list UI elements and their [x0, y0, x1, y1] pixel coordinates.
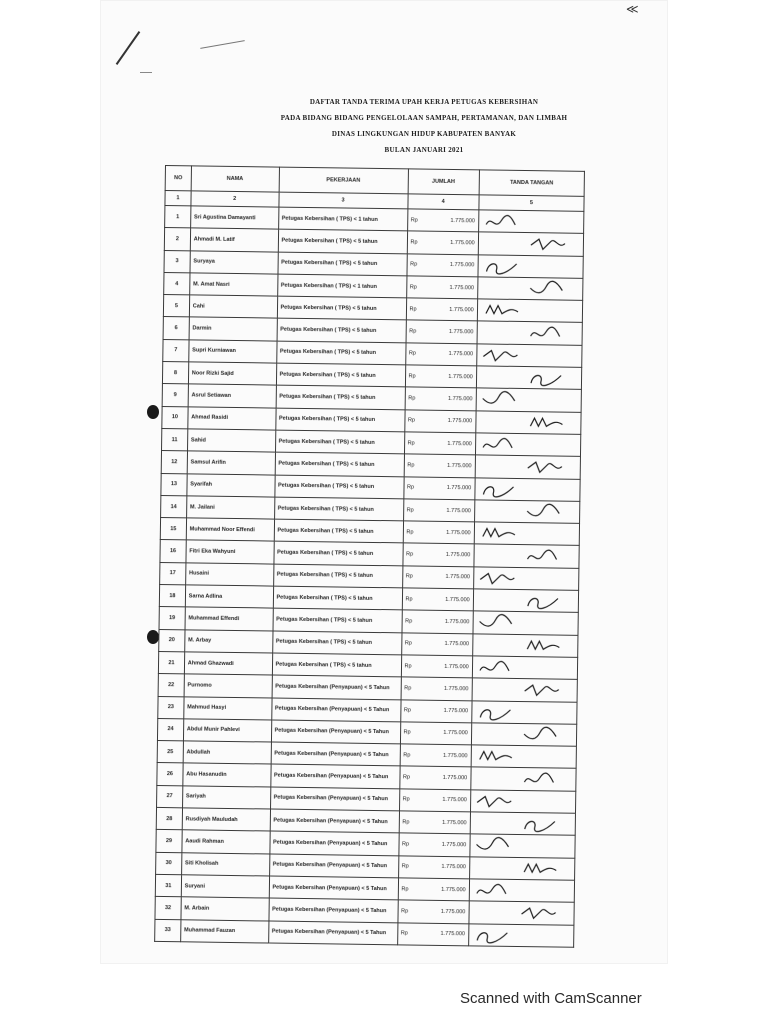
- col-number: 5: [479, 195, 584, 211]
- row-jumlah-cell: [406, 298, 478, 321]
- row-jumlah: 1.775.000: [447, 395, 473, 403]
- row-jumlah-cell: [407, 209, 479, 232]
- signature-scribble: [477, 322, 572, 344]
- title-line-2: PADA BIDANG BIDANG PENGELOLAAN SAMPAH, PERTAMANAN, DAN LIMBAH: [280, 114, 568, 122]
- row-pekerjaan: Petugas Kebersihan ( TPS) < 5 tahun: [278, 252, 407, 276]
- signature-scribble: [476, 433, 571, 455]
- row-pekerjaan: Petugas Kebersihan (Penyapuan) < 5 Tahun: [270, 787, 399, 811]
- currency-label: Rp: [402, 796, 410, 803]
- currency-label: Rp: [403, 729, 411, 736]
- row-no: 13: [161, 473, 187, 496]
- signature-scribble: [473, 656, 568, 678]
- row-pekerjaan: Petugas Kebersihan ( TPS) < 5 tahun: [272, 653, 401, 677]
- currency-label: Rp: [410, 239, 418, 246]
- row-pekerjaan: Petugas Kebersihan (Penyapuan) < 5 Tahun: [268, 898, 397, 922]
- row-jumlah: 1.775.000: [446, 485, 472, 492]
- row-jumlah: 1.775.000: [445, 596, 470, 603]
- col-header-nama: NAMA: [191, 166, 279, 192]
- currency-label: Rp: [401, 885, 409, 893]
- currency-label: Rp: [409, 328, 417, 335]
- row-jumlah-cell: [398, 833, 470, 856]
- row-nama: Darmin: [189, 317, 277, 341]
- row-pekerjaan: Petugas Kebersihan (Penyapuan) < 5 Tahun: [269, 854, 398, 878]
- col-header-tanda-tangan: TANDA TANGAN: [479, 170, 585, 196]
- signature-scribble: [475, 478, 570, 500]
- row-pekerjaan: Petugas Kebersihan ( TPS) < 5 tahun: [277, 319, 406, 343]
- row-jumlah-cell: [404, 432, 476, 455]
- row-nama: Fitri Eka Wahyuni: [186, 540, 274, 564]
- row-jumlah: 1.775.000: [448, 329, 474, 336]
- punch-hole: [147, 405, 159, 419]
- wage-table: [154, 165, 585, 948]
- row-nama: Suryani: [181, 875, 269, 899]
- signature-scribble: [471, 768, 566, 790]
- row-nama: Abdullah: [183, 741, 271, 765]
- currency-label: Rp: [405, 573, 413, 580]
- row-nama: M. Arbay: [185, 629, 273, 653]
- signature-scribble: [479, 210, 574, 232]
- row-jumlah-cell: [405, 387, 477, 410]
- signature-scribble: [472, 701, 567, 723]
- row-no: 5: [163, 295, 189, 318]
- punch-hole: [147, 630, 159, 644]
- row-nama: Samsul Arifin: [187, 451, 275, 475]
- row-signature-cell: [469, 879, 575, 903]
- row-no: 6: [163, 317, 189, 340]
- row-signature-cell: [471, 723, 577, 747]
- currency-label: Rp: [405, 596, 413, 603]
- row-jumlah-cell: [403, 499, 475, 522]
- currency-label: Rp: [409, 306, 417, 313]
- scanned-page: [100, 0, 668, 964]
- currency-label: Rp: [408, 373, 416, 380]
- row-jumlah: 1.775.000: [443, 730, 468, 737]
- row-signature-cell: [470, 834, 576, 858]
- row-jumlah-cell: [406, 253, 478, 276]
- row-jumlah: 1.775.000: [445, 552, 471, 559]
- signature-scribble: [472, 679, 567, 701]
- row-signature-cell: [472, 678, 578, 702]
- row-signature-cell: [476, 411, 582, 435]
- col-number: 1: [165, 191, 191, 206]
- title-line-3: DINAS LINGKUNGAN HIDUP KABUPATEN BANYAK: [331, 130, 517, 138]
- row-pekerjaan: Petugas Kebersihan (Penyapuan) < 5 Tahun: [271, 742, 400, 766]
- currency-label: Rp: [403, 752, 411, 759]
- row-no: 30: [156, 852, 182, 875]
- row-signature-cell: [474, 500, 580, 524]
- row-signature-cell: [476, 388, 582, 412]
- row-nama: Ahmad Rasidi: [188, 407, 276, 431]
- row-pekerjaan: Petugas Kebersihan ( TPS) < 5 tahun: [274, 497, 403, 521]
- row-jumlah: 1.775.000: [450, 217, 476, 224]
- row-no: 33: [155, 919, 181, 942]
- currency-label: Rp: [400, 930, 408, 937]
- row-nama: Sarna Adlina: [185, 585, 273, 609]
- currency-label: Rp: [408, 395, 416, 402]
- currency-label: Rp: [409, 283, 417, 291]
- row-no: 27: [157, 785, 183, 808]
- row-jumlah: 1.775.000: [450, 239, 475, 247]
- signature-scribble: [471, 745, 566, 767]
- row-nama: Muhammad Effendi: [185, 607, 273, 631]
- currency-label: Rp: [403, 707, 411, 714]
- row-no: 8: [162, 362, 188, 385]
- row-no: 4: [164, 272, 190, 295]
- row-signature-cell: [473, 611, 579, 635]
- row-jumlah: 1.775.000: [449, 262, 475, 269]
- col-header-pekerjaan: PEKERJAAN: [279, 167, 408, 194]
- row-signature-cell: [469, 901, 575, 925]
- row-signature-cell: [473, 589, 579, 613]
- signature-scribble: [469, 924, 564, 946]
- row-jumlah: 1.775.000: [446, 529, 471, 537]
- row-no: 20: [159, 629, 185, 652]
- row-no: 1: [165, 206, 191, 229]
- row-nama: Supri Kurniawan: [189, 340, 277, 364]
- row-signature-cell: [475, 433, 581, 457]
- signature-scribble: [470, 812, 565, 834]
- row-pekerjaan: Petugas Kebersihan ( TPS) < 5 tahun: [274, 519, 403, 543]
- row-jumlah: 1.775.000: [447, 440, 472, 447]
- row-no: 23: [158, 696, 184, 719]
- row-nama: Sri Agustina Damayanti: [190, 206, 278, 230]
- signature-scribble: [475, 500, 570, 522]
- row-pekerjaan: Petugas Kebersihan (Penyapuan) < 5 Tahun: [269, 831, 398, 855]
- row-jumlah-cell: [401, 655, 473, 678]
- row-jumlah: 1.775.000: [441, 841, 467, 849]
- row-jumlah: 1.775.000: [444, 618, 470, 626]
- row-jumlah-cell: [399, 811, 471, 834]
- scan-line-mark: [200, 40, 244, 49]
- row-pekerjaan: Petugas Kebersihan (Penyapuan) < 5 Tahun: [271, 720, 400, 744]
- currency-label: Rp: [401, 908, 409, 915]
- row-nama: Muhammad Noor Effendi: [186, 518, 274, 542]
- signature-scribble: [469, 879, 564, 901]
- row-no: 22: [158, 674, 184, 697]
- row-nama: Husaini: [185, 563, 273, 587]
- row-nama: Mahmud Hasyi: [184, 696, 272, 720]
- row-pekerjaan: Petugas Kebersihan (Penyapuan) < 5 Tahun: [271, 698, 400, 722]
- row-nama: Aaudi Rahman: [182, 830, 270, 854]
- row-no: 18: [159, 585, 185, 608]
- row-pekerjaan: Petugas Kebersihan (Penyapuan) < 5 Tahun: [269, 876, 398, 900]
- signature-scribble: [477, 344, 572, 366]
- row-no: 3: [164, 250, 190, 273]
- row-jumlah-cell: [406, 276, 478, 299]
- row-nama: Suryaya: [190, 250, 278, 274]
- row-jumlah: 1.775.000: [442, 752, 468, 760]
- row-jumlah-cell: [403, 476, 475, 499]
- currency-label: Rp: [402, 841, 410, 848]
- row-nama: Sahid: [187, 429, 275, 453]
- row-signature-cell: [478, 254, 584, 278]
- currency-label: Rp: [402, 819, 410, 826]
- row-signature-cell: [472, 633, 578, 657]
- signature-scribble: [474, 567, 569, 589]
- row-jumlah: 1.775.000: [443, 685, 469, 693]
- currency-label: Rp: [401, 863, 409, 870]
- row-jumlah-cell: [398, 855, 470, 878]
- currency-label: Rp: [406, 529, 414, 536]
- row-jumlah-cell: [404, 410, 476, 433]
- row-jumlah: 1.775.000: [440, 931, 466, 938]
- row-nama: M. Amat Nasri: [189, 273, 277, 297]
- row-jumlah: 1.775.000: [448, 351, 474, 358]
- row-jumlah: 1.775.000: [449, 284, 475, 291]
- row-nama: Ahmadi M. Latif: [190, 228, 278, 252]
- row-no: 11: [162, 428, 188, 451]
- row-no: 21: [158, 651, 184, 674]
- row-pekerjaan: Petugas Kebersihan ( TPS) < 5 tahun: [272, 631, 401, 655]
- scan-line-mark: [116, 31, 141, 65]
- signature-scribble: [471, 790, 566, 812]
- row-nama: Muhammad Fauzan: [180, 919, 268, 943]
- row-nama: Noor Rizki Sajid: [188, 362, 276, 386]
- row-jumlah: 1.775.000: [445, 574, 471, 581]
- row-nama: Abu Hasanudin: [183, 763, 271, 787]
- currency-label: Rp: [410, 261, 418, 268]
- currency-label: Rp: [405, 618, 413, 625]
- row-no: 9: [162, 384, 188, 407]
- currency-label: Rp: [407, 417, 416, 424]
- row-nama: Purnomo: [184, 674, 272, 698]
- row-signature-cell: [471, 700, 577, 724]
- table-body: [155, 206, 584, 948]
- currency-label: Rp: [406, 506, 414, 514]
- row-signature-cell: [468, 923, 574, 947]
- row-jumlah: 1.775.000: [447, 462, 472, 470]
- row-signature-cell: [477, 277, 583, 301]
- row-jumlah-cell: [399, 766, 471, 789]
- row-jumlah-cell: [399, 789, 471, 812]
- row-jumlah: 1.775.000: [442, 775, 468, 782]
- row-no: 28: [156, 807, 182, 830]
- row-no: 12: [161, 451, 187, 474]
- currency-label: Rp: [404, 685, 412, 692]
- row-pekerjaan: Petugas Kebersihan ( TPS) < 5 tahun: [276, 385, 405, 409]
- row-signature-cell: [478, 232, 584, 256]
- row-jumlah-cell: [406, 320, 478, 343]
- row-jumlah-cell: [407, 231, 479, 254]
- row-pekerjaan: Petugas Kebersihan (Penyapuan) < 5 Tahun: [268, 921, 397, 945]
- row-nama: M. Jailani: [186, 496, 274, 520]
- row-signature-cell: [474, 522, 580, 546]
- row-jumlah: 1.775.000: [447, 418, 473, 425]
- row-jumlah: 1.775.000: [442, 797, 467, 804]
- row-pekerjaan: Petugas Kebersihan ( TPS) < 5 tahun: [277, 296, 406, 320]
- row-pekerjaan: Petugas Kebersihan (Penyapuan) < 5 Tahun: [270, 809, 399, 833]
- row-signature-cell: [471, 767, 577, 791]
- row-jumlah-cell: [400, 744, 472, 767]
- col-number: 2: [191, 191, 279, 207]
- signature-scribble: [474, 523, 569, 545]
- row-jumlah-cell: [401, 677, 473, 700]
- row-no: 15: [160, 518, 186, 541]
- row-nama: Abdul Munir Pahlevi: [183, 719, 271, 743]
- signature-scribble: [478, 255, 573, 277]
- scan-line-mark: [140, 72, 152, 73]
- row-jumlah: 1.775.000: [449, 306, 474, 314]
- row-no: 10: [162, 406, 188, 429]
- row-signature-cell: [469, 856, 575, 880]
- row-jumlah: 1.775.000: [444, 663, 469, 670]
- signature-scribble: [470, 857, 565, 879]
- row-signature-cell: [476, 366, 582, 390]
- signature-scribble: [472, 723, 567, 745]
- row-pekerjaan: Petugas Kebersihan ( TPS) < 5 tahun: [275, 452, 404, 476]
- col-header-no: NO: [165, 166, 191, 191]
- row-jumlah-cell: [402, 543, 474, 566]
- row-nama: M. Arbain: [181, 897, 269, 921]
- row-pekerjaan: Petugas Kebersihan ( TPS) < 5 tahun: [276, 341, 405, 365]
- currency-label: Rp: [402, 774, 411, 781]
- currency-label: Rp: [406, 484, 415, 491]
- signature-scribble: [470, 835, 565, 857]
- row-jumlah-cell: [405, 365, 477, 388]
- row-no: 16: [160, 540, 186, 563]
- row-nama: Syarifah: [187, 473, 275, 497]
- wage-table-wrapper: [154, 165, 645, 948]
- row-nama: Rusdiyah Mauludah: [182, 808, 270, 832]
- title-line-1: DAFTAR TANDA TERIMA UPAH KERJA PETUGAS KEBERSIHAN: [309, 98, 539, 106]
- row-nama: Cahi: [189, 295, 277, 319]
- row-pekerjaan: Petugas Kebersihan ( TPS) < 5 tahun: [273, 586, 402, 610]
- row-jumlah: 1.775.000: [441, 886, 466, 893]
- row-jumlah-cell: [404, 454, 476, 477]
- row-signature-cell: [478, 210, 584, 234]
- row-jumlah: 1.775.000: [443, 708, 469, 715]
- row-signature-cell: [473, 567, 579, 591]
- row-jumlah-cell: [397, 900, 469, 923]
- row-pekerjaan: Petugas Kebersihan ( TPS) < 5 tahun: [278, 229, 407, 253]
- currency-label: Rp: [410, 217, 418, 224]
- row-pekerjaan: Petugas Kebersihan ( TPS) < 5 tahun: [273, 542, 402, 566]
- row-no: 26: [157, 763, 183, 786]
- camscanner-watermark: Scanned with CamScanner: [460, 990, 642, 1007]
- signature-scribble: [477, 366, 572, 388]
- row-pekerjaan: Petugas Kebersihan ( TPS) < 5 tahun: [274, 475, 403, 499]
- row-signature-cell: [470, 812, 576, 836]
- signature-scribble: [478, 277, 573, 299]
- row-no: 7: [163, 339, 189, 362]
- row-jumlah: 1.775.000: [440, 908, 466, 916]
- col-header-jumlah: JUMLAH: [408, 169, 480, 195]
- signature-scribble: [478, 300, 573, 322]
- row-jumlah-cell: [402, 610, 474, 633]
- row-signature-cell: [474, 544, 580, 568]
- row-nama: Ahmad Ghazwadi: [184, 652, 272, 676]
- row-jumlah: 1.775.000: [446, 507, 471, 514]
- row-jumlah-cell: [402, 588, 474, 611]
- row-pekerjaan: Petugas Kebersihan ( TPS) < 1 tahun: [277, 274, 406, 298]
- page-mark: ≪: [626, 2, 639, 16]
- row-nama: Siti Kholisah: [181, 852, 269, 876]
- row-pekerjaan: Petugas Kebersihan ( TPS) < 5 tahun: [275, 430, 404, 454]
- row-no: 29: [156, 830, 182, 853]
- col-number: 4: [407, 194, 478, 210]
- row-signature-cell: [476, 344, 582, 368]
- currency-label: Rp: [407, 462, 415, 469]
- row-pekerjaan: Petugas Kebersihan ( TPS) < 5 tahun: [273, 564, 402, 588]
- signature-scribble: [479, 233, 574, 255]
- row-pekerjaan: Petugas Kebersihan (Penyapuan) < 5 Tahun: [272, 675, 401, 699]
- row-signature-cell: [472, 656, 578, 680]
- row-pekerjaan: Petugas Kebersihan ( TPS) < 5 tahun: [275, 408, 404, 432]
- row-pekerjaan: Petugas Kebersihan (Penyapuan) < 5 Tahun: [270, 764, 399, 788]
- row-jumlah-cell: [402, 566, 474, 589]
- row-pekerjaan: Petugas Kebersihan ( TPS) < 5 tahun: [276, 363, 405, 387]
- signature-scribble: [474, 589, 569, 611]
- signature-scribble: [473, 634, 568, 656]
- row-jumlah-cell: [400, 722, 472, 745]
- row-pekerjaan: Petugas Kebersihan ( TPS) < 5 tahun: [273, 608, 402, 632]
- title-line-4: BULAN JANUARI 2021: [384, 146, 464, 154]
- row-no: 19: [159, 607, 185, 630]
- currency-label: Rp: [407, 440, 415, 447]
- row-signature-cell: [471, 745, 577, 769]
- table-row: [155, 919, 574, 947]
- signature-scribble: [476, 411, 571, 433]
- row-no: 17: [160, 562, 186, 585]
- row-jumlah-cell: [401, 632, 473, 655]
- row-jumlah: 1.775.000: [442, 819, 467, 826]
- row-no: 25: [157, 741, 183, 764]
- signature-scribble: [474, 545, 569, 567]
- row-jumlah-cell: [397, 922, 469, 945]
- currency-label: Rp: [406, 551, 414, 558]
- signature-scribble: [476, 389, 571, 411]
- row-signature-cell: [475, 455, 581, 479]
- row-pekerjaan: Petugas Kebersihan ( TPS) < 1 tahun: [278, 207, 407, 231]
- row-no: 31: [155, 874, 181, 897]
- col-number: 3: [278, 192, 407, 209]
- signature-scribble: [469, 902, 564, 924]
- currency-label: Rp: [408, 350, 416, 357]
- signature-scribble: [473, 612, 568, 634]
- row-signature-cell: [470, 790, 576, 814]
- row-signature-cell: [477, 321, 583, 345]
- row-no: 2: [164, 228, 190, 251]
- row-signature-cell: [475, 477, 581, 501]
- row-signature-cell: [477, 299, 583, 323]
- signature-scribble: [475, 456, 570, 478]
- row-no: 24: [157, 718, 183, 741]
- row-no: 14: [161, 495, 187, 518]
- row-jumlah-cell: [403, 521, 475, 544]
- row-jumlah-cell: [400, 699, 472, 722]
- row-nama: Sariyah: [182, 786, 270, 810]
- row-jumlah: 1.775.000: [448, 373, 473, 381]
- currency-label: Rp: [404, 640, 412, 647]
- row-nama: Asrul Setiawan: [188, 384, 276, 408]
- row-no: 32: [155, 897, 181, 920]
- row-jumlah-cell: [398, 878, 470, 901]
- row-jumlah: 1.775.000: [444, 641, 470, 648]
- currency-label: Rp: [404, 662, 412, 670]
- row-jumlah: 1.775.000: [441, 864, 466, 871]
- row-jumlah-cell: [405, 343, 477, 366]
